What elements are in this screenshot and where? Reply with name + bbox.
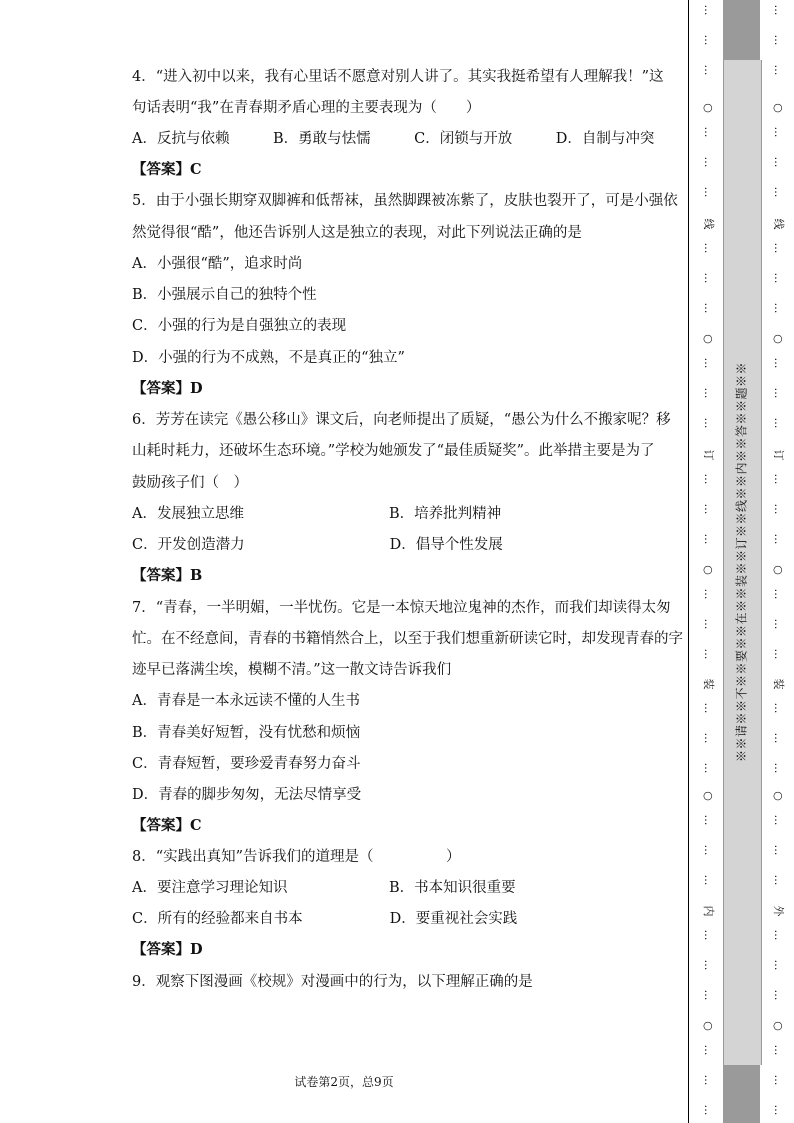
ellipsis-mark: … — [702, 64, 715, 76]
binding-bottom-block — [723, 1065, 760, 1123]
ellipsis-mark: … — [772, 417, 785, 429]
ellipsis-mark: … — [772, 762, 785, 774]
option-line: A．要注意学习理论知识 B．书本知识很重要 — [132, 880, 516, 896]
ellipsis-mark: … — [772, 1074, 785, 1086]
binding-mark: ○ — [772, 791, 785, 801]
option-line: C．开发创造潜力 D．倡导个性发展 — [132, 537, 503, 553]
ellipsis-mark: … — [772, 126, 785, 138]
ellipsis-mark: … — [702, 929, 715, 941]
answer-label: 【答案】C — [132, 817, 202, 834]
text-line: 忙。在不经意间，青春的书籍悄然合上，以至于我们想重新研读它时，却发现青春的字 — [132, 631, 683, 647]
ellipsis-mark: … — [772, 648, 785, 660]
ellipsis-mark: … — [772, 387, 785, 399]
ellipsis-mark: … — [772, 814, 785, 826]
ellipsis-mark: … — [702, 1044, 715, 1056]
text-line: 山耗时耗力，还破坏生态环境。”学校为她颁发了“最佳质疑奖”。此举措主要是为了 — [132, 443, 655, 459]
option-line: C．小强的行为是自强独立的表现 — [132, 318, 347, 334]
option-line: D．青春的脚步匆匆，无法尽情享受 — [132, 787, 362, 803]
ellipsis-mark: … — [702, 874, 715, 886]
option-line: C．青春短暂，要珍爱青春努力奋斗 — [132, 756, 361, 772]
ellipsis-mark: … — [702, 272, 715, 284]
ellipsis-mark: … — [702, 959, 715, 971]
option-line: A．发展独立思维 B．培养批判精神 — [132, 506, 502, 522]
ellipsis-mark: … — [702, 648, 715, 660]
text-line: 句话表明“我”在青春期矛盾心理的主要表现为（ ） — [132, 100, 481, 116]
ellipsis-mark: … — [702, 126, 715, 138]
ellipsis-mark: … — [702, 533, 715, 545]
ellipsis-mark: … — [772, 272, 785, 284]
text-line: 迹早已落满尘埃，模糊不清。”这一散文诗告诉我们 — [132, 662, 452, 678]
ellipsis-mark: … — [772, 156, 785, 168]
text-line: 7．“青春，一半明媚，一半忧伤。它是一本惊天地泣鬼神的杰作，而我们却读得太匆 — [132, 600, 671, 616]
ellipsis-mark: … — [772, 989, 785, 1001]
ellipsis-mark: … — [702, 618, 715, 630]
ellipsis-mark: … — [772, 588, 785, 600]
ellipsis-mark: … — [702, 702, 715, 714]
ellipsis-mark: … — [702, 844, 715, 856]
text-line: 4．“进入初中以来，我有心里话不愿意对别人讲了。其实我挺希望有人理解我！”这 — [132, 69, 664, 85]
ellipsis-mark: … — [772, 34, 785, 46]
option-line: A．反抗与依赖 B．勇敢与怯懦 C．闭锁与开放 D．自制与冲突 — [132, 131, 655, 147]
text-line: 9．观察下图漫画《校规》对漫画中的行为，以下理解正确的是 — [132, 974, 533, 990]
ellipsis-mark: … — [772, 1104, 785, 1116]
option-line: C．所有的经验都来自书本 D．要重视社会实践 — [132, 911, 518, 927]
text-line: 8．“实践出真知”告诉我们的道理是（ ） — [132, 849, 461, 865]
binding-column-inner — [701, 0, 715, 1123]
answer-label: 【答案】B — [132, 567, 203, 584]
answer-label: 【答案】C — [132, 161, 202, 178]
ellipsis-mark: … — [702, 242, 715, 254]
ellipsis-mark: … — [702, 473, 715, 485]
binding-mark: 外 — [772, 905, 785, 917]
ellipsis-mark: … — [772, 473, 785, 485]
answer-label: 【答案】D — [132, 941, 203, 958]
ellipsis-mark: … — [772, 732, 785, 744]
ellipsis-mark: … — [772, 874, 785, 886]
binding-mark: 线 — [702, 218, 715, 230]
binding-notice: ※※请※※不※※要※※在※※装※※订※※线※※内※※答※※题※※ — [734, 361, 749, 763]
option-line: D．小强的行为不成熟，不是真正的“独立” — [132, 350, 405, 366]
binding-mark: 装 — [702, 678, 715, 690]
option-line: B．小强展示自己的独特个性 — [132, 287, 317, 303]
ellipsis-mark: … — [772, 4, 785, 16]
ellipsis-mark: … — [772, 702, 785, 714]
ellipsis-mark: … — [772, 929, 785, 941]
ellipsis-mark: … — [702, 417, 715, 429]
option-line: B．青春美好短暂，没有忧愁和烦恼 — [132, 725, 361, 741]
binding-mark: 装 — [772, 678, 785, 690]
ellipsis-mark: … — [702, 4, 715, 16]
binding-mark: ○ — [702, 1021, 715, 1031]
ellipsis-mark: … — [702, 1074, 715, 1086]
binding-mark: ○ — [772, 103, 785, 113]
text-line: 6．芳芳在读完《愚公移山》课文后，向老师提出了质疑，“愚公为什么不搬家呢？移 — [132, 412, 671, 428]
binding-mark: ○ — [772, 565, 785, 575]
ellipsis-mark: … — [702, 357, 715, 369]
ellipsis-mark: … — [772, 618, 785, 630]
strip-divider — [688, 0, 689, 1123]
ellipsis-mark: … — [702, 302, 715, 314]
answer-label: 【答案】D — [132, 380, 203, 397]
binding-mark: 订 — [772, 449, 785, 461]
binding-mark: ○ — [702, 103, 715, 113]
binding-mark: ○ — [772, 1021, 785, 1031]
ellipsis-mark: … — [772, 242, 785, 254]
binding-mark: ○ — [702, 791, 715, 801]
binding-mark: ○ — [772, 334, 785, 344]
ellipsis-mark: … — [772, 1044, 785, 1056]
binding-mark: 内 — [702, 905, 715, 917]
text-line: 5．由于小强长期穿双脚裤和低帮袜，虽然脚踝被冻紫了，皮肤也裂开了，可是小强依 — [132, 193, 678, 209]
ellipsis-mark: … — [772, 533, 785, 545]
ellipsis-mark: … — [772, 357, 785, 369]
ellipsis-mark: … — [702, 732, 715, 744]
ellipsis-mark: … — [772, 844, 785, 856]
ellipsis-mark: … — [702, 186, 715, 198]
option-line: A．青春是一本永远读不懂的人生书 — [132, 693, 360, 709]
ellipsis-mark: … — [702, 814, 715, 826]
ellipsis-mark: … — [702, 387, 715, 399]
ellipsis-mark: … — [702, 989, 715, 1001]
text-line: 鼓励孩子们（ ） — [132, 475, 248, 491]
binding-mark: ○ — [702, 334, 715, 344]
ellipsis-mark: … — [772, 302, 785, 314]
ellipsis-mark: … — [772, 64, 785, 76]
ellipsis-mark: … — [772, 959, 785, 971]
option-line: A．小强很“酷”，追求时尚 — [132, 256, 303, 272]
text-line: 然觉得很“酷”，他还告诉别人这是独立的表现，对此下列说法正确的是 — [132, 225, 582, 241]
binding-mark: 线 — [772, 218, 785, 230]
ellipsis-mark: … — [772, 503, 785, 515]
ellipsis-mark: … — [702, 762, 715, 774]
ellipsis-mark: … — [702, 1104, 715, 1116]
ellipsis-mark: … — [702, 588, 715, 600]
ellipsis-mark: … — [702, 503, 715, 515]
binding-column-outer — [771, 0, 785, 1123]
binding-top-block — [723, 0, 760, 60]
ellipsis-mark: … — [702, 156, 715, 168]
page-footer: 试卷第2页，总9页 — [294, 1075, 394, 1089]
ellipsis-mark: … — [702, 34, 715, 46]
binding-mark: ○ — [702, 565, 715, 575]
binding-mark: 订 — [702, 449, 715, 461]
ellipsis-mark: … — [772, 186, 785, 198]
